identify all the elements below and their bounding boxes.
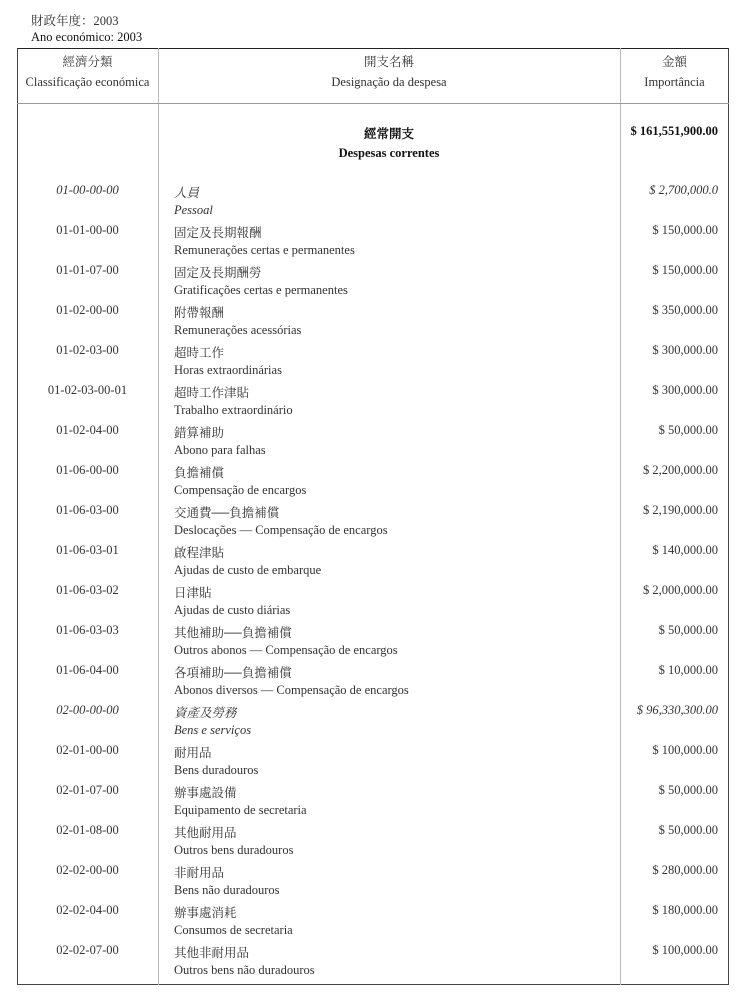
row-amount: $ 2,700,000.0 [649,183,718,197]
row-designation-zh: 其他補助──負擔補償 [174,626,292,640]
row-designation-pt: Compensação de encargos [174,483,307,497]
row-designation-pt: Outros bens duradouros [174,843,294,857]
row-designation-zh: 交通費──負擔補償 [174,506,280,520]
row-designation-zh: 其他耐用品 [174,826,237,840]
row-designation-pt: Bens duradouros [174,763,259,777]
row-amount: $ 350,000.00 [652,303,718,317]
summary-title-pt: Despesas correntes [338,146,440,160]
row-designation-pt: Bens não duradouros [174,883,280,897]
column-divider [158,48,159,985]
row-amount: $ 2,000,000.00 [643,583,718,597]
row-amount: $ 150,000.00 [652,263,718,277]
row-amount: $ 50,000.00 [658,423,718,437]
row-code: 02-02-04-00 [56,903,119,917]
row-code: 02-01-07-00 [56,783,119,797]
row-amount: $ 300,000.00 [652,343,718,357]
row-designation-zh: 耐用品 [174,746,212,760]
row-designation-pt: Abono para falhas [174,443,266,457]
row-amount: $ 280,000.00 [652,863,718,877]
row-code: 01-06-00-00 [56,463,119,477]
row-code: 01-02-03-00 [56,343,119,357]
row-designation-zh: 資產及勞務 [174,706,237,720]
row-designation-pt: Remunerações certas e permanentes [174,243,355,257]
column-divider [620,48,621,985]
row-designation-zh: 附帶報酬 [174,306,225,320]
header-classification [17,52,158,92]
row-designation-zh: 人員 [174,186,200,200]
row-designation-pt: Ajudas de custo de embarque [174,563,322,577]
row-amount: $ 50,000.00 [658,823,718,837]
row-designation-zh: 錯算補助 [174,426,225,440]
row-designation-zh: 啟程津貼 [174,546,225,560]
header-designation-zh: 開支名稱 [363,55,414,69]
row-designation-zh: 負擔補償 [174,466,225,480]
summary-amount: $ 161,551,900.00 [630,124,718,138]
row-code: 01-01-00-00 [56,223,119,237]
header-designation-pt: Designação da despesa [331,75,447,89]
row-code: 02-00-00-00 [56,703,119,717]
row-designation-pt: Horas extraordinárias [174,363,282,377]
header-amount [620,52,729,92]
header-designation [158,52,620,92]
header-classification-zh: 經濟分類 [62,55,113,69]
row-designation-pt: Pessoal [174,203,213,217]
row-amount: $ 10,000.00 [658,663,718,677]
row-code: 01-06-03-03 [56,623,119,637]
row-code: 02-01-00-00 [56,743,119,757]
row-code: 01-06-03-00 [56,503,119,517]
row-designation-pt: Remunerações acessórias [174,323,302,337]
row-amount: $ 2,190,000.00 [643,503,718,517]
row-code: 02-02-00-00 [56,863,119,877]
row-designation-zh: 辦事處設備 [174,786,237,800]
row-designation-zh: 辦事處消耗 [174,906,237,920]
row-amount: $ 100,000.00 [652,943,718,957]
header-divider [17,103,729,104]
row-code: 01-06-04-00 [56,663,119,677]
header-amount-pt: Importância [644,75,705,89]
row-amount: $ 300,000.00 [652,383,718,397]
row-designation-pt: Deslocações — Compensação de encargos [174,523,388,537]
row-designation-zh: 超時工作津貼 [174,386,250,400]
row-designation-pt: Trabalho extraordinário [174,403,293,417]
row-amount: $ 180,000.00 [652,903,718,917]
header-amount-zh: 金額 [661,55,687,69]
row-designation-pt: Outros abonos — Compensação de encargos [174,643,398,657]
row-code: 02-02-07-00 [56,943,119,957]
row-amount: $ 140,000.00 [652,543,718,557]
row-amount: $ 150,000.00 [652,223,718,237]
row-code: 01-00-00-00 [56,183,119,197]
row-designation-pt: Ajudas de custo diárias [174,603,291,617]
row-designation-zh: 超時工作 [174,346,225,360]
row-code: 01-02-04-00 [56,423,119,437]
row-designation-pt: Abonos diversos — Compensação de encargos [174,683,409,697]
row-designation-zh: 日津貼 [174,586,212,600]
row-designation-zh: 非耐用品 [174,866,225,880]
row-code: 01-06-03-02 [56,583,119,597]
row-designation-pt: Equipamento de secretaria [174,803,307,817]
row-amount: $ 2,200,000.00 [643,463,718,477]
summary-title-zh: 經常開支 [363,127,414,141]
row-code: 01-02-03-00-01 [47,383,128,397]
row-amount: $ 50,000.00 [658,783,718,797]
row-designation-pt: Gratificações certas e permanentes [174,283,348,297]
fiscal-year-pt: Ano económico: 2003 [31,30,143,44]
row-designation-zh: 各項補助──負擔補償 [174,666,292,680]
header-classification-pt: Classificação económica [25,75,150,89]
row-designation-zh: 固定及長期酬勞 [174,266,262,280]
row-designation-pt: Bens e serviços [174,723,252,737]
row-code: 01-06-03-01 [56,543,119,557]
row-designation-pt: Outros bens não duradouros [174,963,315,977]
row-code: 01-02-00-00 [56,303,119,317]
row-designation-zh: 固定及長期報酬 [174,226,262,240]
row-code: 01-01-07-00 [56,263,119,277]
row-amount: $ 50,000.00 [658,623,718,637]
row-designation-zh: 其他非耐用品 [174,946,250,960]
row-designation-pt: Consumos de secretaria [174,923,293,937]
row-amount: $ 96,330,300.00 [636,703,718,717]
row-amount: $ 100,000.00 [652,743,718,757]
row-code: 02-01-08-00 [56,823,119,837]
fiscal-year-zh: 財政年度：2003 [31,14,119,28]
